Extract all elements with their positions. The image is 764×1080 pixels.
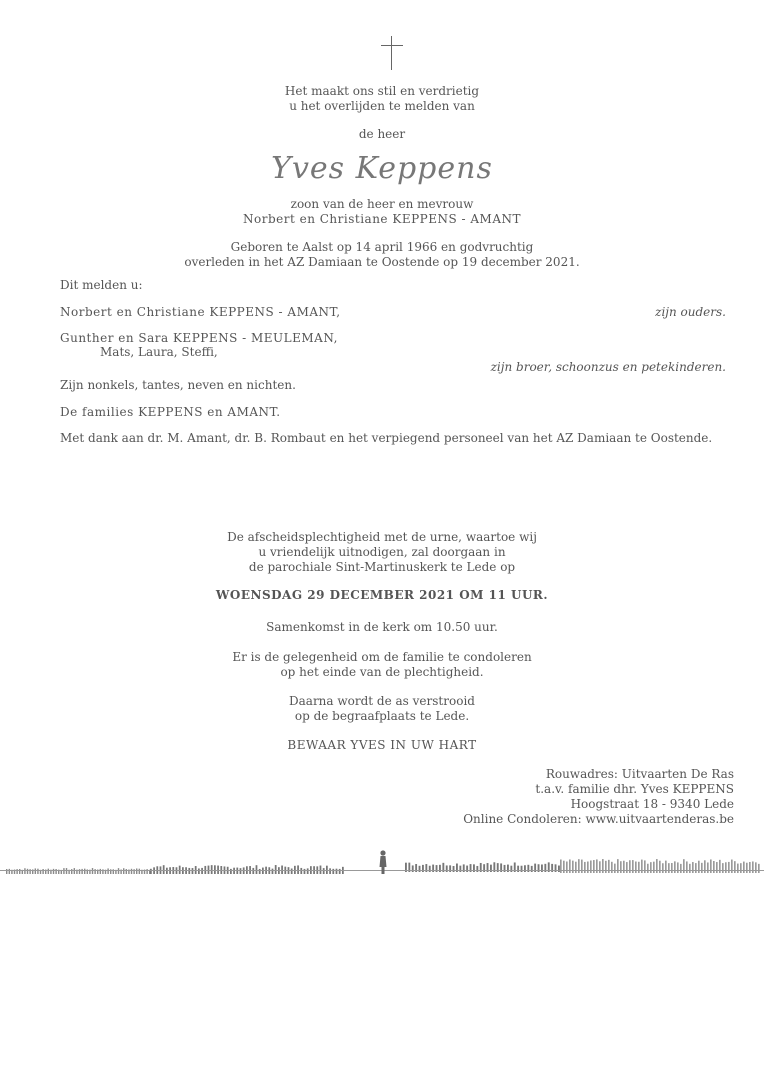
family-children: Mats, Laura, Steffi,	[100, 345, 218, 359]
parents-intro-line-1: zoon van de heer en mevrouw	[290, 197, 474, 211]
family-brother: Gunther en Sara KEPPENS - MEULEMAN,	[60, 331, 338, 345]
gathering-time: Samenkomst in de kerk om 10.50 uur.	[266, 620, 498, 634]
family-relatives: Zijn nonkels, tantes, neven en nichten.	[60, 378, 296, 392]
after-line-2: op de begraafplaats te Lede.	[294, 709, 470, 723]
ceremony-line-1: De afscheidsplechtigheid met de urne, waartoe wij	[227, 530, 537, 544]
condolences-line-2: op het einde van de plechtigheid.	[280, 665, 484, 679]
after-line-1: Daarna wordt de as verstrooid	[289, 694, 475, 708]
intro-line-2: u het overlijden te melden van	[289, 99, 475, 113]
family-parents-role: zijn ouders.	[655, 305, 726, 319]
ceremony-line-3: de parochiale Sint-Martinuskerk te Lede op	[248, 560, 516, 574]
family-brother-role: zijn broer, schoonzus en petekinderen.	[490, 360, 726, 374]
intro-line-1: Het maakt ons stil en verdrietig	[284, 84, 480, 98]
announce-label: Dit melden u:	[60, 278, 143, 292]
address-line-2: t.a.v. familie dhr. Yves KEPPENS	[535, 782, 734, 796]
address-line-4[interactable]: Online Condoleren: www.uitvaartenderas.be	[463, 812, 734, 826]
address-line-1: Rouwadres: Uitvaarten De Ras	[545, 767, 734, 781]
address-line-3: Hoogstraat 18 - 9340 Lede	[570, 797, 734, 811]
deceased-name: Yves Keppens	[271, 151, 493, 186]
death-line: overleden in het AZ Damiaan te Oostende op 19 december 2021.	[184, 255, 580, 269]
ceremony-line-2: u vriendelijk uitnodigen, zal doorgaan in	[258, 545, 506, 559]
family-parents: Norbert en Christiane KEPPENS - AMANT,	[60, 305, 341, 319]
ceremony-date: WOENSDAG 29 DECEMBER 2021 OM 11 UUR.	[215, 588, 549, 602]
title-prefix: de heer	[358, 127, 406, 141]
parents-intro-line-2: Norbert en Christiane KEPPENS - AMANT	[242, 212, 522, 226]
family-names: De families KEPPENS en AMANT.	[60, 405, 281, 419]
cross-icon	[381, 36, 403, 70]
birth-line: Geboren te Aalst op 14 april 1966 en godvruchtig	[230, 240, 534, 254]
motto: BEWAAR YVES IN UW HART	[287, 738, 477, 752]
thanks-line: Met dank aan dr. M. Amant, dr. B. Rombaut en het verpiegend personeel van het AZ Damiaan te Oostende.	[60, 431, 713, 445]
landscape-image	[0, 848, 764, 888]
condolences-line-1: Er is de gelegenheid om de familie te condoleren	[232, 650, 532, 664]
